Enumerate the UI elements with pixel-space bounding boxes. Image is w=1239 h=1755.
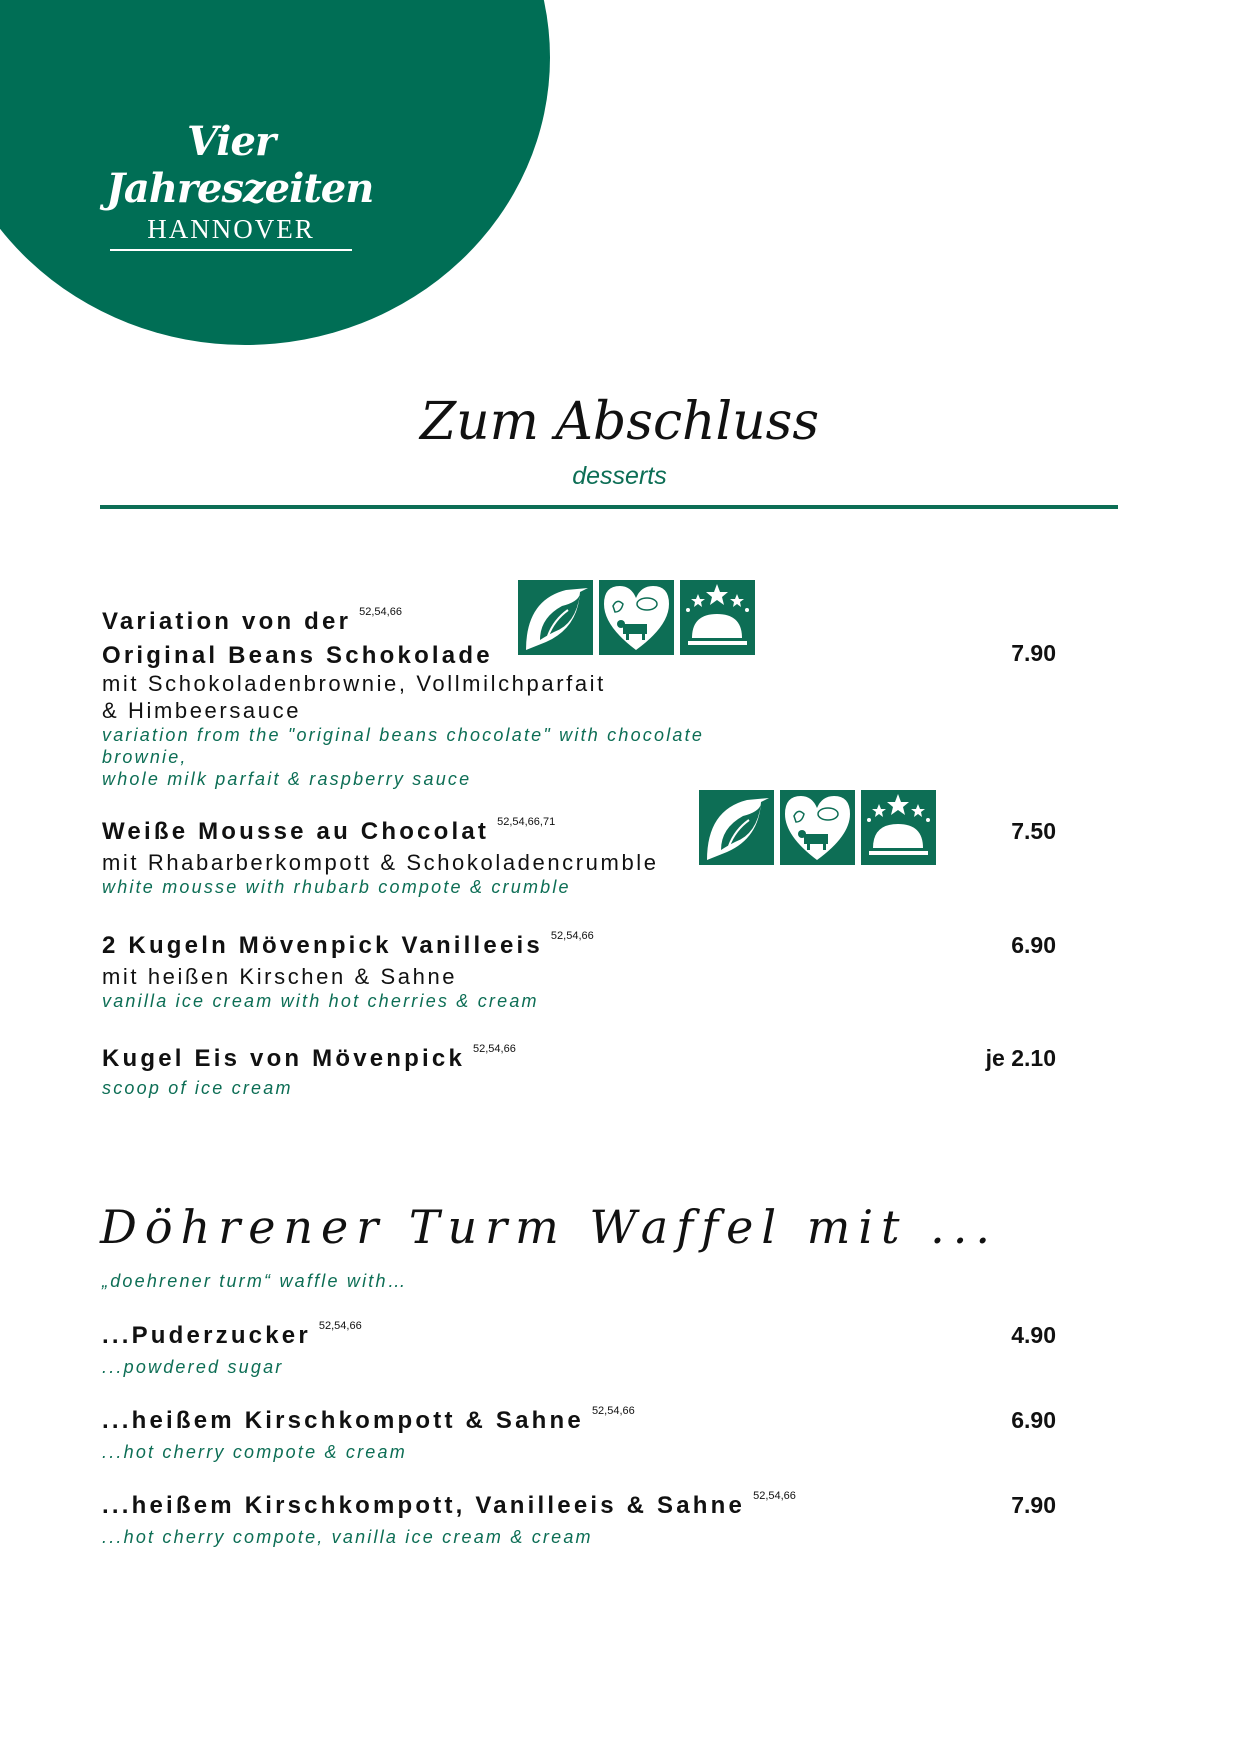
item-description-en: scoop of ice cream — [102, 1078, 293, 1098]
item-description-de: mit Schokoladenbrownie, Vollmilchparfait — [102, 671, 606, 696]
menu-item — [102, 1320, 362, 1378]
item-description-de: & Himbeersauce — [102, 698, 302, 723]
logo-underline — [110, 249, 352, 251]
menu-item — [102, 1490, 796, 1548]
item-description-en: whole milk parfait & raspberry sauce — [102, 769, 472, 789]
section-title: Döhrener Turm Waffel mit ... — [100, 1200, 999, 1254]
allergen-codes: 52,54,66 — [550, 930, 594, 942]
page-title: Zum Abschluss — [419, 392, 820, 452]
item-name-line2: Original Beans Schokolade — [102, 642, 493, 669]
menu-item — [102, 1043, 516, 1099]
item-name: ...Puderzucker — [102, 1322, 311, 1349]
page-subtitle: desserts — [572, 462, 667, 490]
leaf-icon — [699, 790, 774, 865]
cloche-stars-icon — [861, 790, 936, 865]
allergen-codes: 52,54,66 — [473, 1043, 516, 1055]
section-subtitle: „doehrener turm“ waffle with… — [102, 1271, 408, 1291]
menu-item — [102, 816, 659, 898]
item-name: Weiße Mousse au Chocolat — [102, 818, 490, 845]
item-price: 6.90 — [1011, 1407, 1056, 1433]
allergen-codes: 52,54,66,71 — [497, 816, 556, 828]
heart-farm-animals-icon — [599, 580, 674, 655]
item-name: ...heißem Kirschkompott, Vanilleeis & Sahne — [102, 1492, 746, 1519]
item-price: 4.90 — [1011, 1322, 1056, 1348]
item-name: ...heißem Kirschkompott & Sahne — [102, 1407, 584, 1434]
logo — [106, 118, 374, 251]
item-icons — [699, 790, 936, 865]
allergen-codes: 52,54,66 — [359, 606, 402, 618]
item-price: 7.50 — [1011, 818, 1056, 844]
heart-farm-animals-icon — [780, 790, 855, 865]
item-description-en: white mousse with rhubarb compote & crumble — [102, 877, 571, 897]
allergen-codes: 52,54,66 — [591, 1405, 635, 1417]
item-price: je 2.10 — [985, 1045, 1056, 1071]
divider — [100, 505, 1118, 509]
item-name: Kugel Eis von Mövenpick — [102, 1045, 465, 1072]
item-description-en: ...hot cherry compote, vanilla ice cream & cream — [102, 1527, 593, 1547]
item-price: 6.90 — [1011, 932, 1056, 958]
item-price: 7.90 — [1011, 1492, 1056, 1518]
item-description-en: variation from the "original beans chocolate" with chocolate — [102, 725, 705, 745]
logo-city: HANNOVER — [147, 214, 315, 244]
item-name: Variation von der — [102, 608, 352, 635]
item-description-de: mit Rhabarberkompott & Schokoladencrumble — [102, 850, 659, 875]
menu-item — [102, 930, 594, 1012]
item-price: 7.90 — [1011, 640, 1056, 666]
item-description-en: ...powdered sugar — [102, 1357, 284, 1377]
allergen-codes: 52,54,66 — [318, 1320, 362, 1332]
logo-script: Vier Jahreszeiten — [106, 118, 374, 212]
item-description-en: vanilla ice cream with hot cherries & cream — [102, 991, 539, 1011]
item-icons — [518, 580, 755, 655]
allergen-codes: 52,54,66 — [753, 1490, 796, 1502]
cloche-stars-icon — [680, 580, 755, 655]
item-name: 2 Kugeln Mövenpick Vanilleeis — [102, 932, 543, 959]
item-description-en: brownie, — [102, 747, 188, 767]
item-description-en: ...hot cherry compote & cream — [102, 1442, 407, 1462]
item-description-de: mit heißen Kirschen & Sahne — [102, 964, 458, 989]
leaf-icon — [518, 580, 593, 655]
menu-item — [102, 1405, 635, 1463]
